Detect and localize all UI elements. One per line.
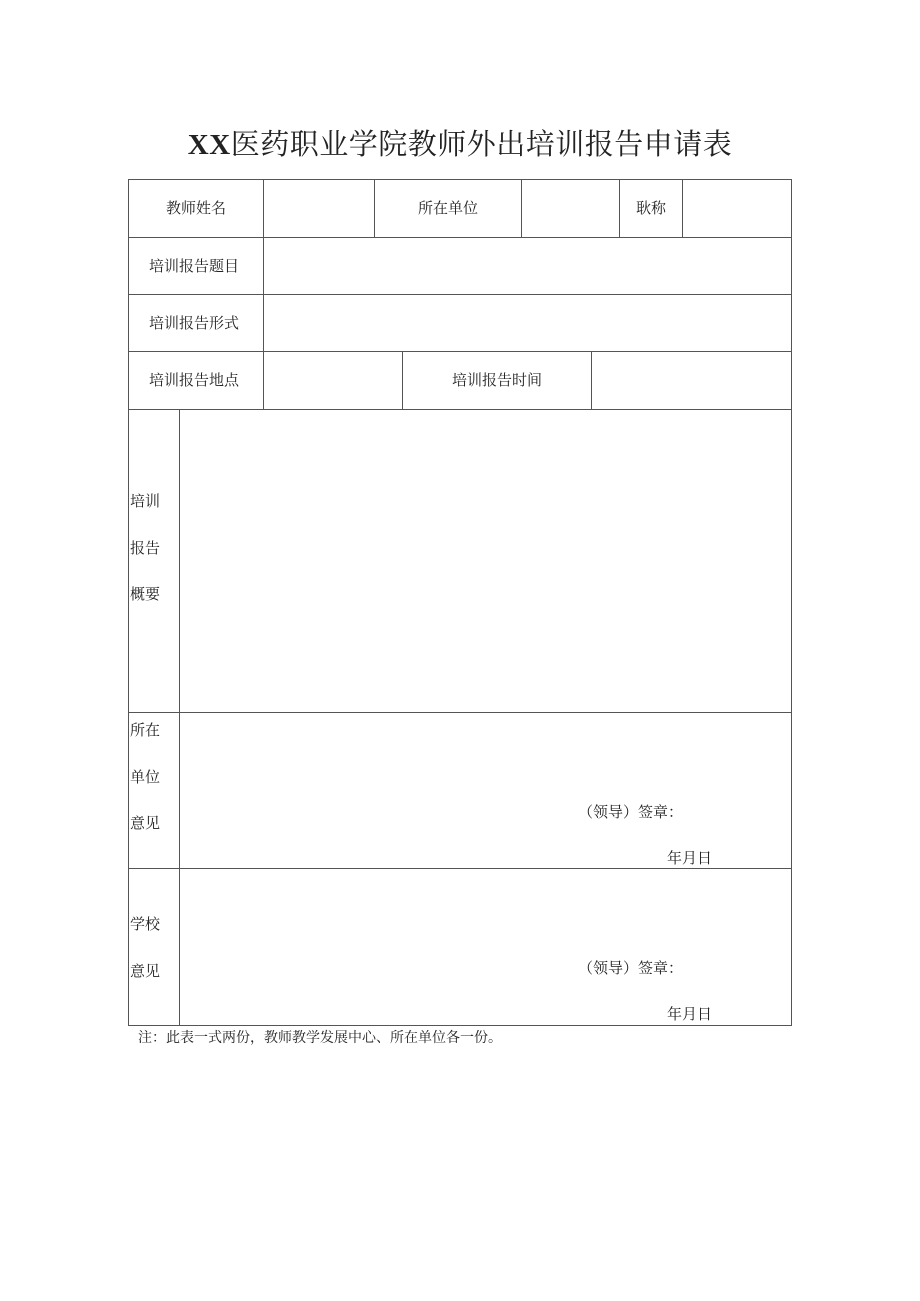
- unit-leader-signature-label: （领导）签章：: [578, 803, 684, 821]
- unit-date-label: 年月日: [667, 849, 713, 867]
- report-time-field[interactable]: [592, 352, 791, 409]
- unit-opinion-label-line: 所在: [130, 721, 161, 739]
- title-rank-label: 耿称: [635, 199, 667, 217]
- col-divider: [402, 351, 403, 409]
- col-divider: [619, 179, 620, 237]
- title-rank-field[interactable]: [683, 180, 791, 237]
- table-border-bottom: [128, 1025, 792, 1026]
- unit-label: 所在单位: [417, 199, 479, 217]
- application-form-table: [128, 179, 792, 1026]
- unit-opinion-label-line: 意见: [130, 814, 161, 832]
- unit-opinion-label-line: 单位: [130, 767, 161, 786]
- unit-field[interactable]: [522, 180, 619, 237]
- school-date-label: 年月日: [667, 1005, 713, 1023]
- report-topic-label: 培训报告题目: [148, 257, 240, 275]
- report-location-label: 培训报告地点: [148, 371, 240, 389]
- summary-label: [130, 491, 160, 631]
- report-location-field[interactable]: [264, 352, 402, 409]
- unit-opinion-label: [130, 720, 160, 860]
- summary-label-line: 培训: [130, 492, 161, 510]
- teacher-name-field[interactable]: [264, 180, 374, 237]
- teacher-name-label: 教师姓名: [165, 199, 227, 217]
- summary-label-line: 概要: [130, 585, 161, 603]
- school-opinion-label: [130, 914, 160, 1007]
- col-divider: [374, 179, 375, 237]
- title-prefix: XX: [187, 129, 231, 161]
- title-main: 医药职业学院教师外出培训报告申请表: [230, 127, 733, 161]
- school-opinion-field[interactable]: [180, 869, 791, 1025]
- summary-field[interactable]: [180, 410, 791, 712]
- school-leader-signature-label: （领导）签章：: [578, 959, 684, 977]
- table-border-left: [128, 179, 129, 1026]
- report-time-label: 培训报告时间: [451, 371, 543, 389]
- school-opinion-label-line: 学校: [130, 915, 161, 933]
- footnote: 注：此表一式两份，教师教学发展中心、所在单位各一份。: [138, 1030, 502, 1046]
- report-form-label: 培训报告形式: [148, 314, 240, 332]
- summary-label-line: 报告: [130, 538, 161, 557]
- report-form-field[interactable]: [264, 295, 791, 351]
- table-border-right: [791, 179, 792, 1026]
- report-topic-field[interactable]: [264, 238, 791, 294]
- school-opinion-label-line: 意见: [130, 961, 161, 980]
- unit-opinion-field[interactable]: [180, 713, 791, 868]
- page-title: [0, 124, 920, 165]
